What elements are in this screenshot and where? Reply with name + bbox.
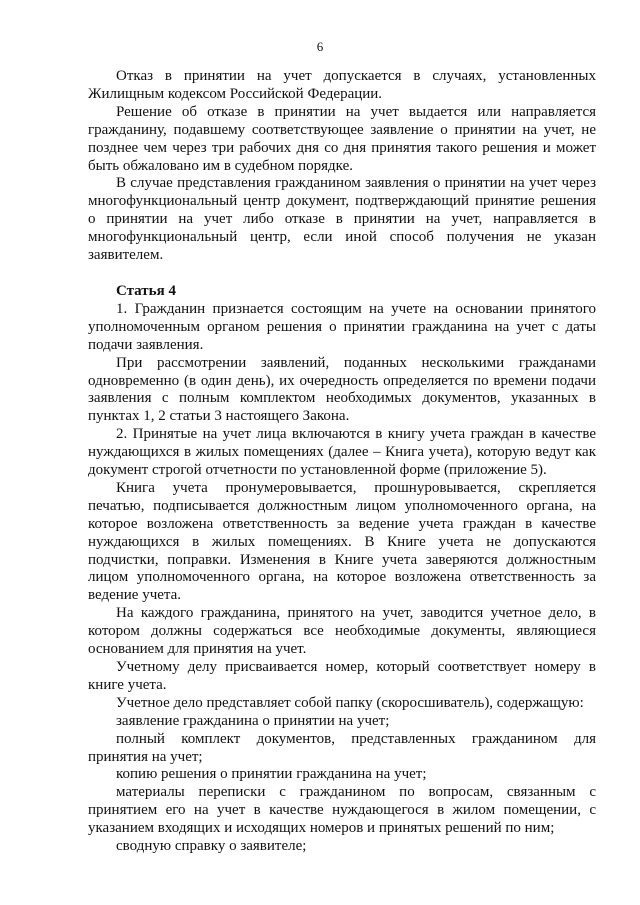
article-heading: Статья 4 bbox=[116, 282, 176, 299]
paragraph-order-of-applications: При рассмотрении заявлений, поданных несколькими гражданами одновременно (в один день), их очередность определяется по времени подачи заявления с полным комплектом необходимых документов, указанных в пунктах 1, 2 статьи 3 настоящего Закона. bbox=[88, 354, 596, 425]
paragraph-book-requirements: Книга учета пронумеровывается, прошнуровывается, скрепляется печатью, подписывается должностным лицом уполномоченного органа, на которое возложена ответственность за ведение учета граждан в качестве нуждающихся в жилых помещениях. В Книге учета не допускаются подчистки, поправки. Изменения в Книге учета заверяются должностным лицом уполномоченного органа, на которое возложена ответственность за ведение учета. bbox=[88, 479, 596, 604]
paragraph-mfc: В случае представления гражданином заявления о принятии на учет через многофункциональный центр документ, подтверждающий принятие решения о принятии на учет либо отказе в принятии на учет, направляется в многофункциональный центр, если иной способ получения не указан заявителем. bbox=[88, 175, 596, 264]
list-item-correspondence: материалы переписки с гражданином по вопросам, связанным с принятием его на учет в качестве нуждающегося в жилом помещении, с указанием входящих и исходящих номеров и принятых решений по ним; bbox=[88, 784, 596, 837]
list-item-decision-copy: копию решения о принятии гражданина на учет; bbox=[116, 766, 427, 783]
list-item-application: заявление гражданина о принятии на учет; bbox=[116, 712, 390, 729]
paragraph-case-file: На каждого гражданина, принятого на учет, заводится учетное дело, в котором должны содержаться все необходимые документы, являющиеся основанием для принятия на учет. bbox=[88, 605, 596, 658]
paragraph-refusal-decision: Решение об отказе в принятии на учет выдается или направляется гражданину, подавшему соответствующее заявление о принятии на учет, не позднее чем через три рабочих дня со дня принятия такого решения и может быть обжаловано им в судебном порядке. bbox=[88, 103, 596, 174]
paragraph-case-number: Учетному делу присваивается номер, который соответствует номеру в книге учета. bbox=[88, 659, 596, 693]
section-gap bbox=[88, 265, 596, 283]
document-body bbox=[88, 68, 596, 856]
paragraph-refusal-cases: Отказ в принятии на учет допускается в случаях, установленных Жилищным кодексом Российской Федерации. bbox=[88, 68, 596, 102]
paragraph-case-contents-intro: Учетное дело представляет собой папку (скоросшиватель), содержащую: bbox=[116, 694, 584, 711]
list-item-documents: полный комплект документов, представленных гражданином для принятия на учет; bbox=[88, 730, 596, 765]
page-number: 6 bbox=[316, 39, 324, 54]
list-item-summary: сводную справку о заявителе; bbox=[116, 838, 307, 855]
paragraph-registry-book: 2. Принятые на учет лица включаются в книгу учета граждан в качестве нуждающихся в жилых помещениях (далее – Книга учета), которую ведут как документ строгой отчетности по установленной форме (приложение 5). bbox=[88, 426, 596, 479]
paragraph-registration-basis: 1. Гражданин признается состоящим на учете на основании принятого уполномоченным органом решения о принятии гражданина на учет с даты подачи заявления. bbox=[88, 300, 596, 353]
